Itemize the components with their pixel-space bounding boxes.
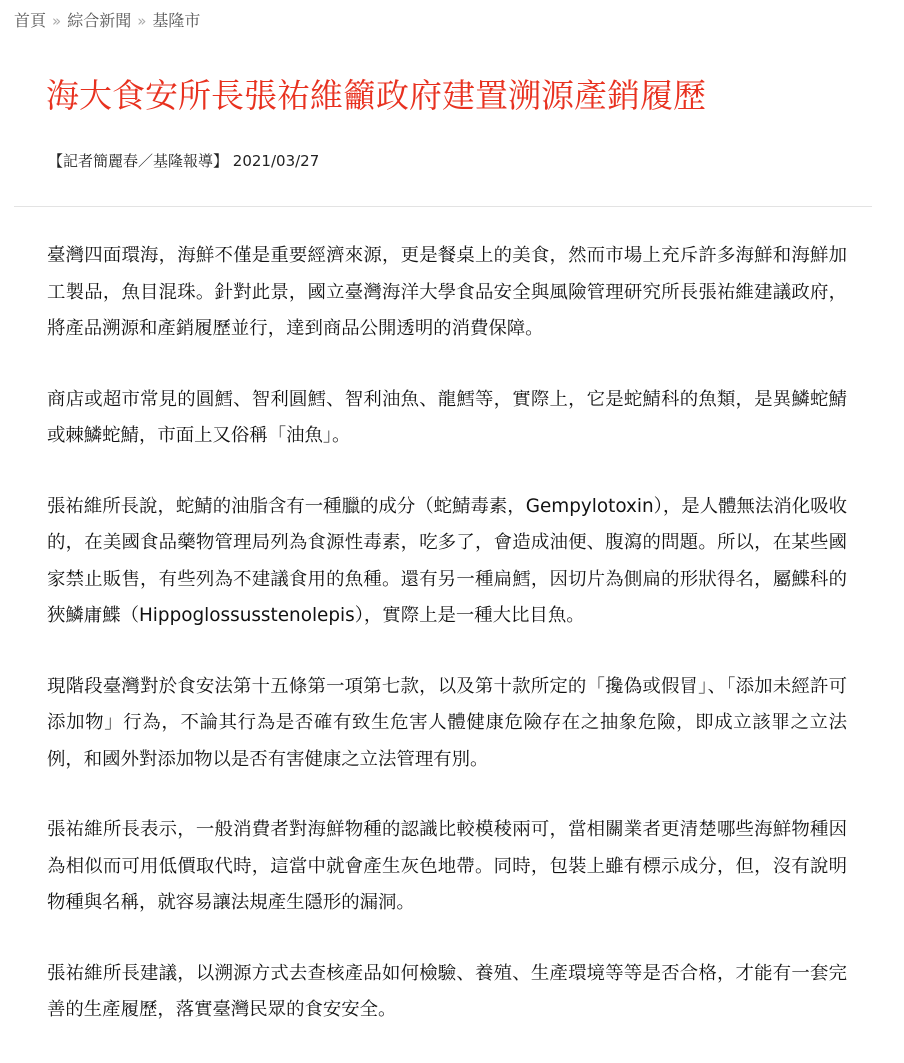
breadcrumb: [14, 8, 200, 31]
breadcrumb-home-link[interactable]: 首頁: [14, 11, 47, 30]
article-paragraph: 張祐維所長說，蛇鯖的油脂含有一種臘的成分（蛇鯖毒素，Gempylotoxin），是人體無法消化吸收的，在美國食品藥物管理局列為食源性毒素，吃多了，會造成油便、腹瀉的問題。所以，在某些國家禁止販售，有些列為不建議食用的魚種。還有另一種扁鱈，因切片為側扁的形狀得名，屬鰈科的狹鱗庸鰈（Hippoglossusstenolepis），實際上是一種大比目魚。: [47, 495, 847, 626]
article-paragraph: 商店或超市常見的圓鱈、智利圓鱈、智利油魚、龍鱈等，實際上，它是蛇鯖科的魚類，是異鱗蛇鯖或棘鱗蛇鯖，市面上又俗稱「油魚」。: [47, 388, 847, 446]
article-paragraph: 張祐維所長建議，以溯源方式去查核產品如何檢驗、養殖、生產環境等等是否合格，才能有一套完善的生產履歷，落實臺灣民眾的食安安全。: [47, 962, 847, 1020]
article-body: [47, 238, 847, 1063]
reporter-credit: 【記者簡麗春／基隆報導】: [48, 152, 229, 170]
article-title: 海大食安所長張祐維籲政府建置溯源產銷履歷: [46, 76, 706, 115]
breadcrumb-separator: »: [52, 12, 62, 30]
article-paragraph: 張祐維所長表示，一般消費者對海鮮物種的認識比較模稜兩可，當相關業者更清楚哪些海鮮物種因為相似而可用低價取代時，這當中就會產生灰色地帶。同時，包裝上雖有標示成分，但，沒有說明物種與名稱，就容易讓法規產生隱形的漏洞。: [47, 819, 847, 913]
breadcrumb-keelung-link[interactable]: 基隆市: [152, 11, 201, 30]
breadcrumb-general-news-link[interactable]: 綜合新聞: [67, 11, 132, 30]
article-byline: [48, 150, 319, 171]
article-paragraph: 臺灣四面環海，海鮮不僅是重要經濟來源，更是餐桌上的美食，然而市場上充斥許多海鮮和海鮮加工製品，魚目混珠。針對此景，國立臺灣海洋大學食品安全與風險管理研究所長張祐維建議政府，將產品溯源和產銷履歷並行，達到商品公開透明的消費保障。: [47, 245, 847, 339]
article-paragraph: 現階段臺灣對於食安法第十五條第一項第七款，以及第十款所定的「攙偽或假冒」、「添加未經許可添加物」行為，不論其行為是否確有致生危害人體健康危險存在之抽象危險，即成立該罪之立法例，和國外對添加物以是否有害健康之立法管理有別。: [47, 675, 847, 770]
breadcrumb-separator: »: [137, 12, 147, 30]
header-divider: [14, 206, 872, 207]
publish-date: 2021/03/27: [232, 152, 320, 170]
